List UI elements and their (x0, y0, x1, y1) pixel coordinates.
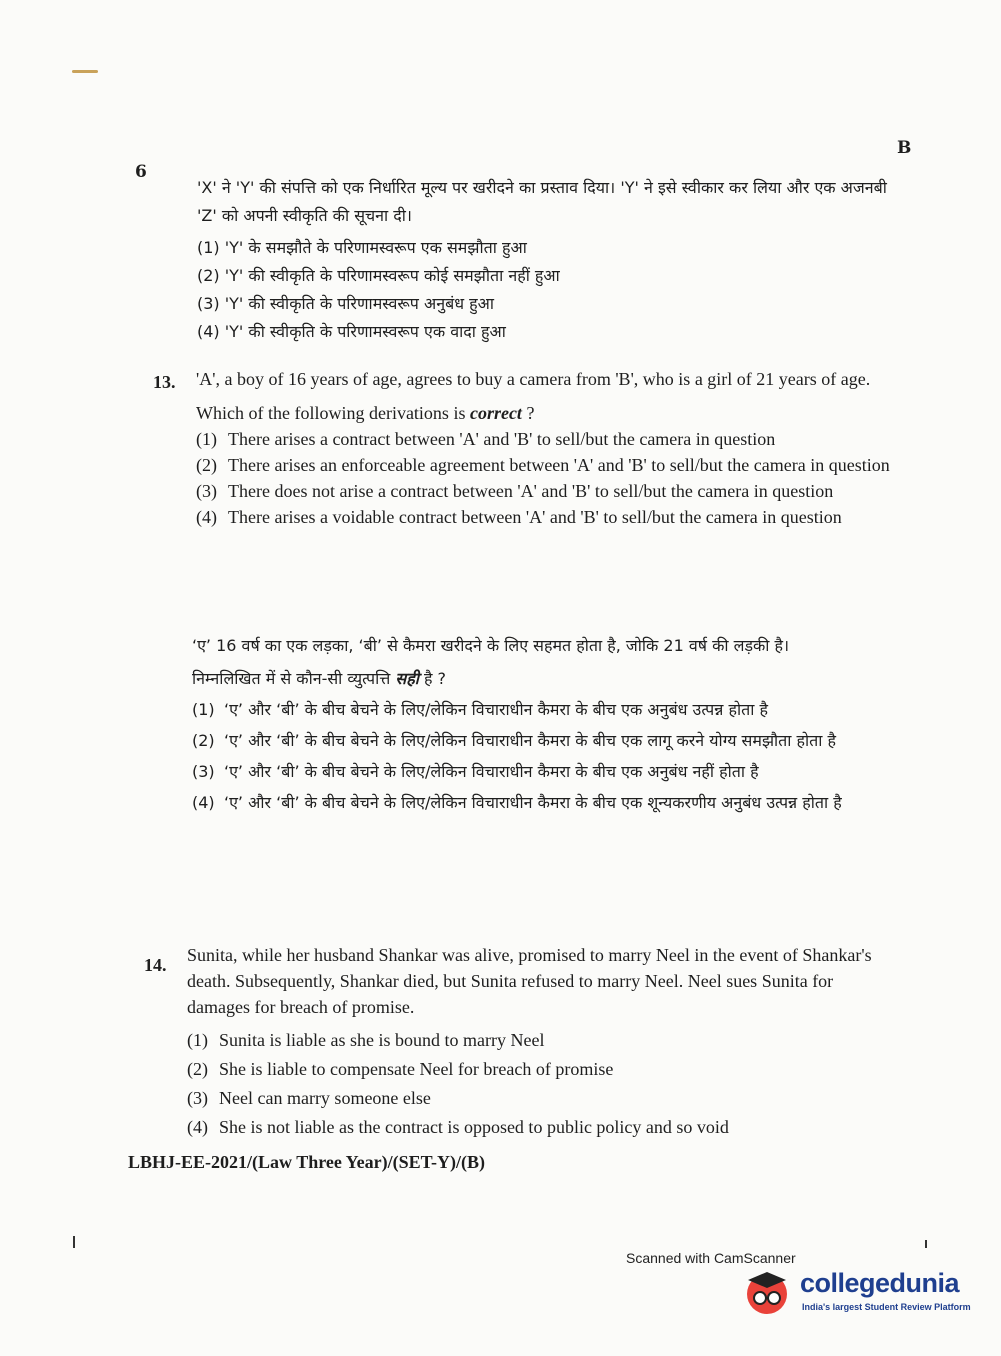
set-code: B (897, 138, 912, 158)
q12-option-3: (3) 'Y' की स्वीकृति के परिणामस्वरूप अनुबंध हुआ (197, 294, 494, 313)
q13-hindi-option-1: (1) ‘ए’ और ‘बी’ के बीच बेचने के लिए/लेकिन विचाराधीन कैमरा के बीच एक अनुबंध उत्पन्न होता है (192, 700, 768, 719)
q14-option-1: (1) Sunita is liable as she is bound to marry Neel (187, 1030, 545, 1050)
q12-option-4: (4) 'Y' की स्वीकृति के परिणामस्वरूप एक वादा हुआ (197, 322, 506, 341)
q13-option-4: (4) There arises a voidable contract between 'A' and 'B' to sell/but the camera in question (196, 507, 842, 527)
q13-option-3: (3) There does not arise a contract between 'A' and 'B' to sell/but the camera in question (196, 481, 834, 501)
q12-hindi-block (197, 174, 905, 346)
q13-option-1: (1) There arises a contract between 'A' and 'B' to sell/but the camera in question (196, 429, 776, 449)
footer-code: LBHJ-EE-2021/(Law Three Year)/(SET-Y)/(B) (128, 1152, 486, 1172)
q13-stem-hindi: ‘ए’ 16 वर्ष का एक लड़का, ‘बी’ से कैमरा खरीदने के लिए सहमत होता है, जोकि 21 वर्ष की लड़की है। (192, 636, 790, 655)
q12-stem: 'X' ने 'Y' की संपत्ति को एक निर्धारित मूल्य पर खरीदने का प्रस्ताव दिया। 'Y' ने इसे स्वीकार कर लिया और एक अजनबी 'Z' को अपनी स्वीकृति की सूचना दी। (197, 178, 887, 225)
q14-block (187, 942, 899, 1142)
q13-hindi-option-2: (2) ‘ए’ और ‘बी’ के बीच बेचने के लिए/लेकिन विचाराधीन कैमरा के बीच एक लागू करने योग्य समझौता होता है (192, 731, 837, 750)
q13-hindi-option-3: (3) ‘ए’ और ‘बी’ के बीच बेचने के लिए/लेकिन विचाराधीन कैमरा के बीच एक अनुबंध नहीं होता है (192, 762, 759, 781)
q13-question-hindi: निम्नलिखित में से कौन-सी व्युत्पत्ति सही है ? (192, 669, 447, 688)
scan-tick (925, 1240, 927, 1248)
page-number: 6 (135, 162, 147, 182)
q14-option-2: (2) She is liable to compensate Neel for breach of promise (187, 1059, 614, 1079)
q14-option-3: (3) Neel can marry someone else (187, 1088, 431, 1108)
q14-number: 14. (144, 955, 167, 975)
scan-mark (72, 70, 98, 73)
q14-option-4: (4) She is not liable as the contract is opposed to public policy and so void (187, 1117, 729, 1137)
brand-name: collegedunia (800, 1268, 960, 1298)
q12-option-2: (2) 'Y' की स्वीकृति के परिणामस्वरूप कोई समझौता नहीं हुआ (197, 266, 560, 285)
emphasis-sahi: सही (395, 669, 419, 688)
q13-question: Which of the following derivations is correct ? (196, 403, 535, 423)
collegedunia-watermark (742, 1262, 972, 1322)
q14-stem: Sunita, while her husband Shankar was alive, promised to marry Neel in the event of Shankar's death. Subsequently, Shankar died, but Sunita refused to marry Neel. Neel sues Sunita for damages for breach of promise. (187, 945, 872, 1017)
scanned-with-text: Scanned with CamScanner (626, 1250, 796, 1266)
graduate-mascot-icon (742, 1266, 792, 1316)
emphasis-correct: correct (469, 403, 522, 423)
q12-option-1: (1) 'Y' के समझौते के परिणामस्वरूप एक समझौता हुआ (197, 238, 527, 257)
q13-english-block (196, 366, 902, 530)
q13-stem: 'A', a boy of 16 years of age, agrees to buy a camera from 'B', who is a girl of 21 years of age. (196, 369, 871, 389)
q13-option-2: (2) There arises an enforceable agreement between 'A' and 'B' to sell/but the camera in question (196, 455, 890, 475)
scan-tick (73, 1236, 75, 1248)
brand-tagline: India's largest Student Review Platform (802, 1302, 971, 1312)
q13-hindi-block (192, 632, 902, 816)
q13-hindi-option-4: (4) ‘ए’ और ‘बी’ के बीच बेचने के लिए/लेकिन विचाराधीन कैमरा के बीच एक शून्यकरणीय अनुबंध उत्पन्न होता है (192, 793, 842, 812)
q13-number: 13. (153, 372, 176, 392)
